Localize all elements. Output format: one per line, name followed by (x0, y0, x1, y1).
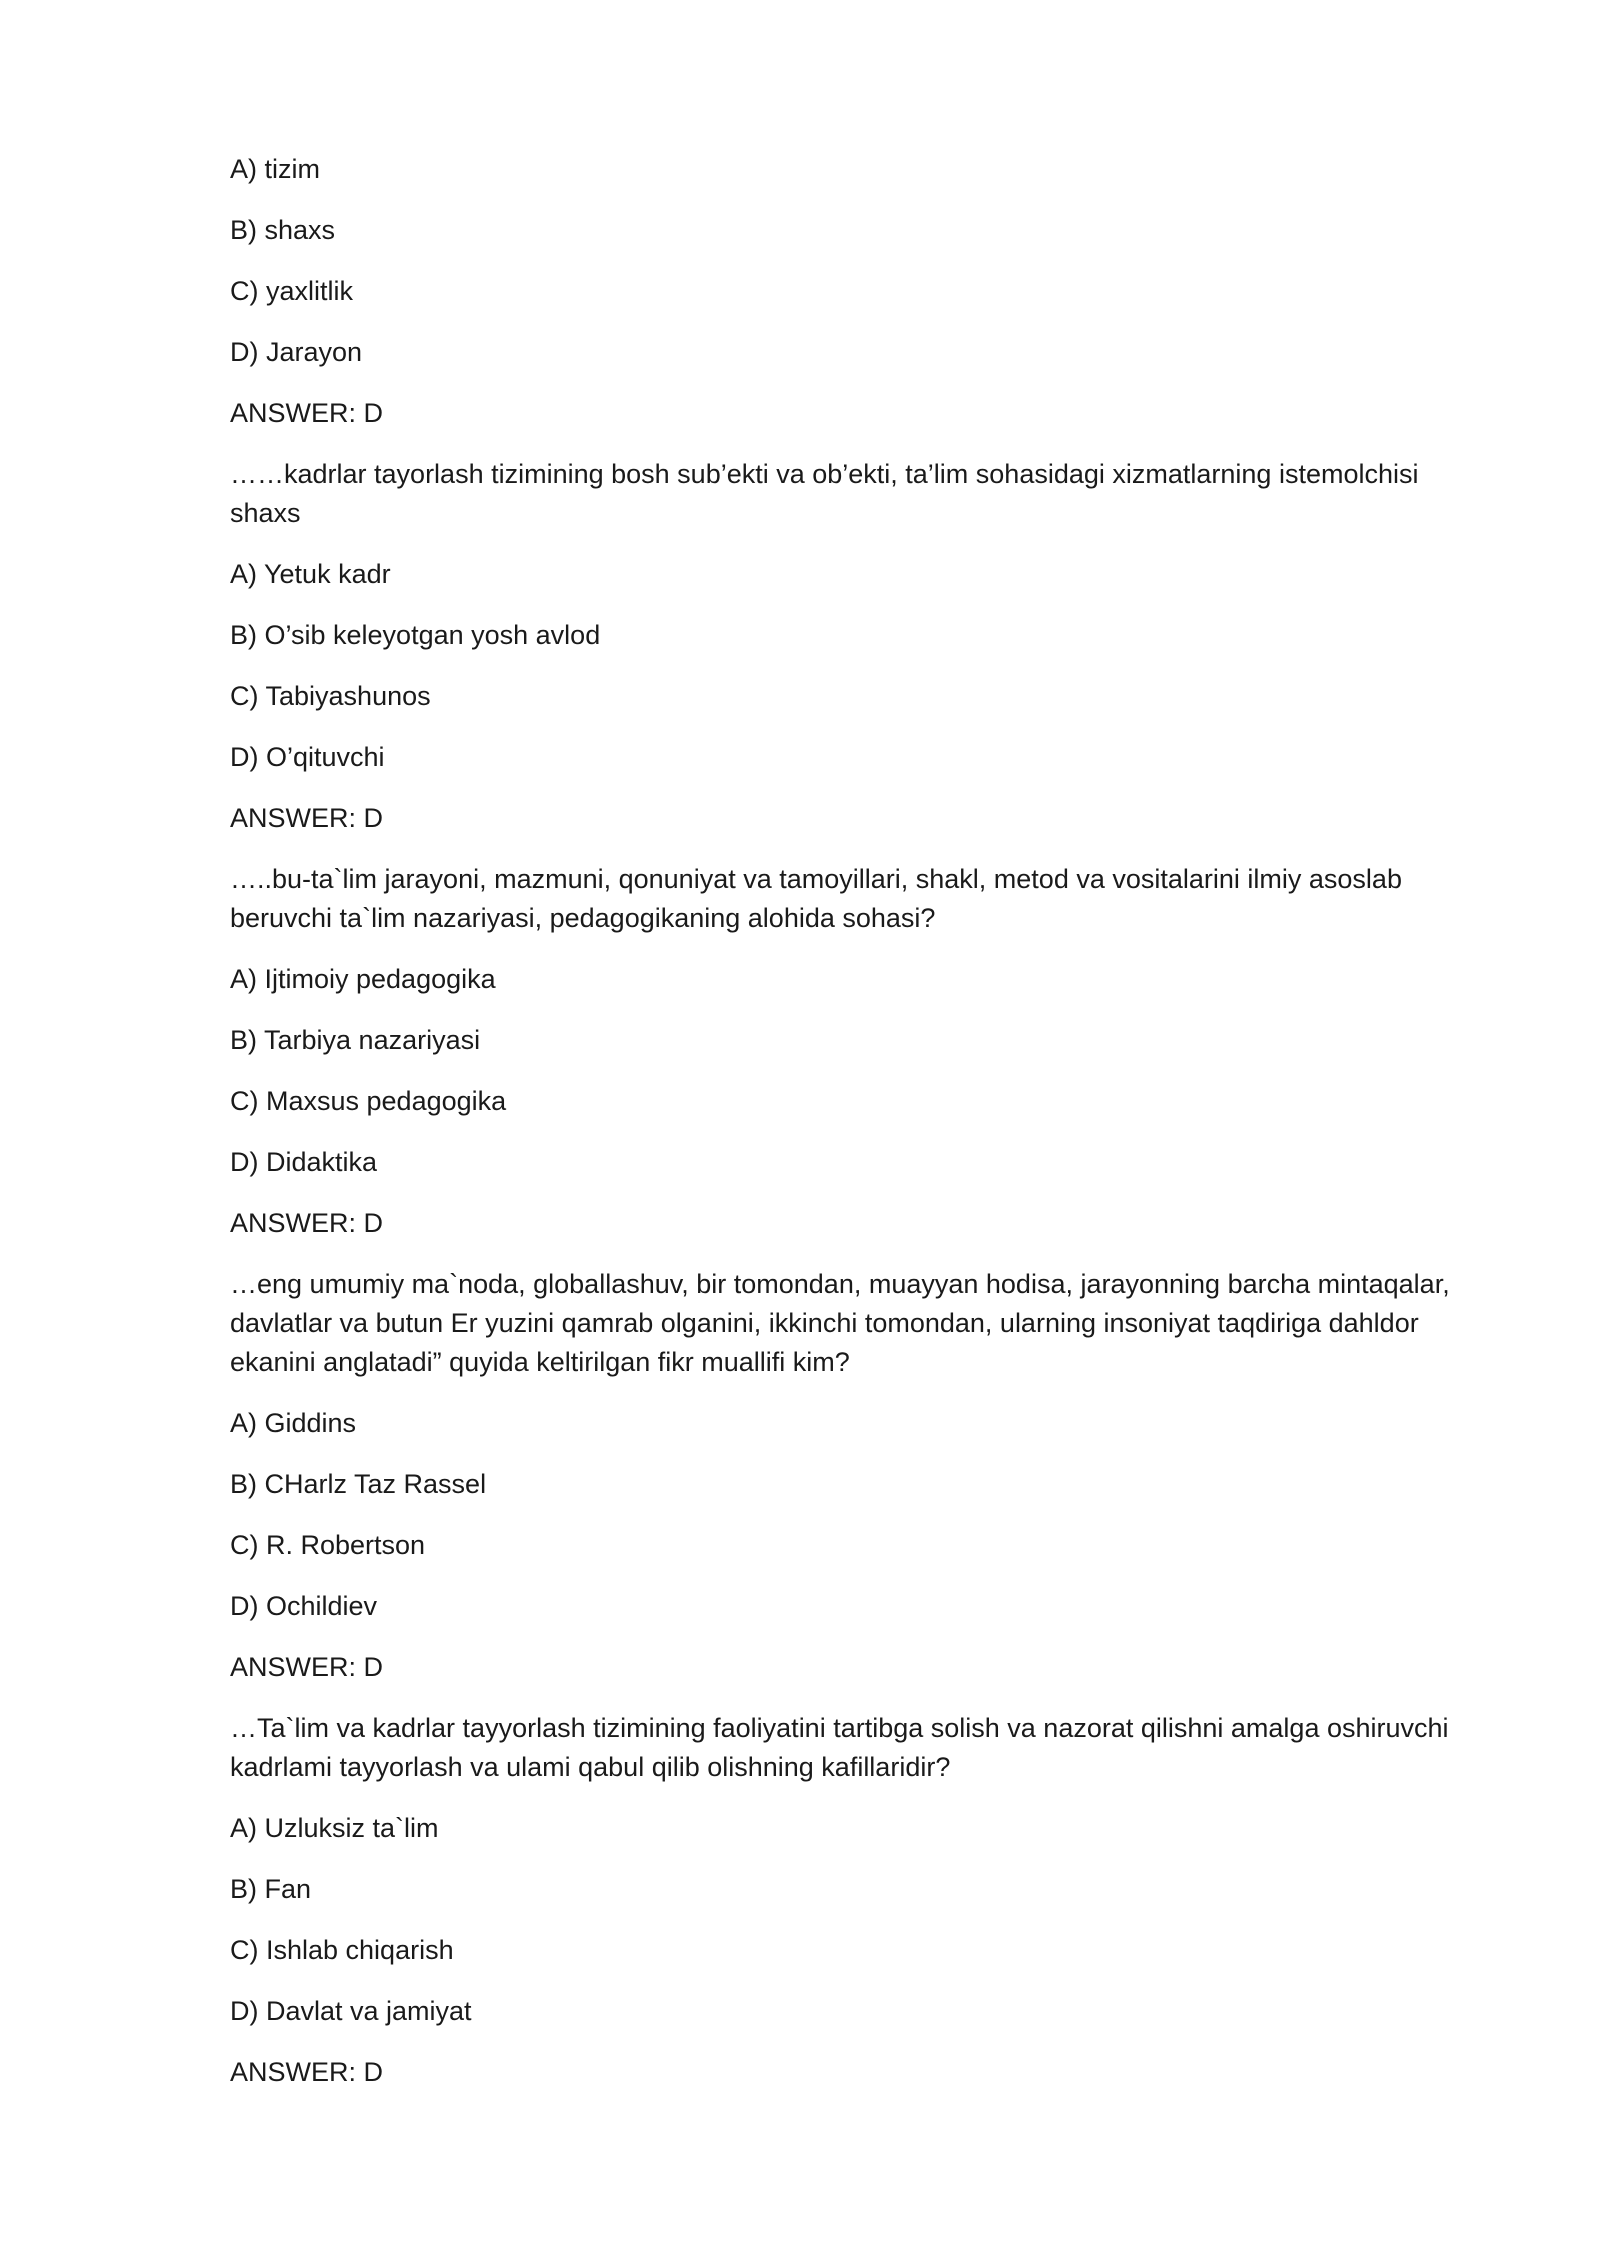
option-text: C) yaxlitlik (230, 276, 354, 306)
option-text: D) Jarayon (230, 337, 363, 367)
option-text: A) tizim (230, 154, 320, 184)
option-text: D) Didaktika (230, 1147, 378, 1177)
answer-text: ANSWER: D (230, 1208, 384, 1238)
question-text: …..bu-ta`lim jarayoni, mazmuni, qonuniyat va tamoyillari, shakl, metod va vositalarini ilmiy asoslab beruvchi ta`lim nazariyasi, pedagogikaning alohida sohasi? (230, 864, 1402, 933)
option-text: A) Yetuk kadr (230, 559, 391, 589)
option-text: B) Tarbiya nazariyasi (230, 1025, 481, 1055)
option-text: A) Uzluksiz ta`lim (230, 1813, 439, 1843)
option-text: D) Davlat va jamiyat (230, 1996, 472, 2026)
answer-text: ANSWER: D (230, 2057, 384, 2087)
option-text: C) Ishlab chiqarish (230, 1935, 454, 1965)
option-text: D) Ochildiev (230, 1591, 378, 1621)
option-text: A) Ijtimoiy pedagogika (230, 964, 496, 994)
option-text: B) Fan (230, 1874, 312, 1904)
question-text: ……kadrlar tayorlash tizimining bosh sub’ekti va ob’ekti, ta’lim sohasidagi xizmatlarning istemolchisi shaxs (230, 459, 1419, 528)
option-text: C) R. Robertson (230, 1530, 426, 1560)
option-text: B) O’sib keleyotgan yosh avlod (230, 620, 601, 650)
question-text: …eng umumiy ma`noda, globallashuv, bir tomondan, muayyan hodisa, jarayonning barcha mintaqalar, davlatlar va butun Er yuzini qamrab olganini, ikkinchi tomondan, ularning insoniyat taqdiriga dahldor ekanini anglatadi” quyida keltirilgan fikr muallifi kim? (230, 1269, 1450, 1377)
option-text: C) Tabiyashunos (230, 681, 431, 711)
answer-text: ANSWER: D (230, 803, 384, 833)
answer-text: ANSWER: D (230, 398, 384, 428)
question-text: …Ta`lim va kadrlar tayyorlash tizimining faoliyatini tartibga solish va nazorat qilishni amalga oshiruvchi kadrlami tayyorlash va ulami qabul qilib olishning kafillaridir? (230, 1713, 1449, 1782)
option-text: D) O’qituvchi (230, 742, 385, 772)
option-text: A) Giddins (230, 1408, 357, 1438)
option-text: C) Maxsus pedagogika (230, 1086, 507, 1116)
option-text: B) shaxs (230, 215, 336, 245)
document-page (230, 150, 1480, 2114)
option-text: B) CHarlz Taz Rassel (230, 1469, 487, 1499)
answer-text: ANSWER: D (230, 1652, 384, 1682)
